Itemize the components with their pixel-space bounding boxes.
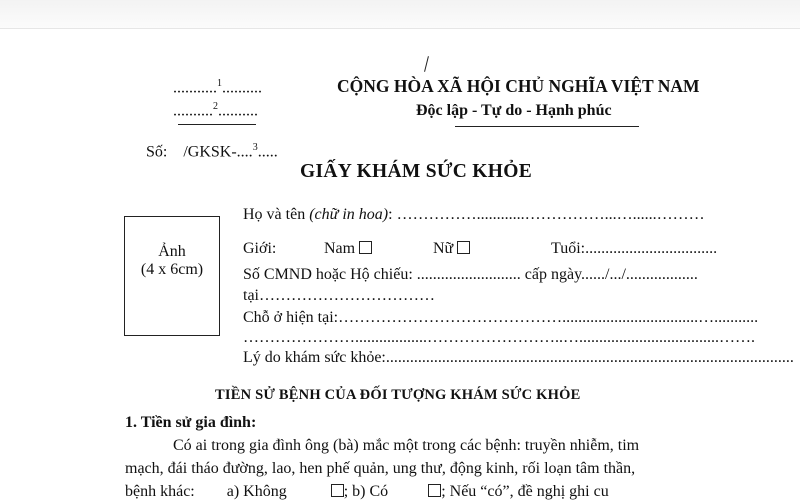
photo-label: Ảnh — [158, 243, 186, 260]
paragraph-line-1: Có ai trong gia đình ông (bà) mắc một trong các bệnh: truyền nhiễm, tim — [173, 437, 640, 454]
viewer-top-bar — [0, 0, 800, 29]
female-option — [433, 240, 470, 258]
male-option — [324, 240, 372, 258]
footnote-1: 1 — [217, 78, 222, 89]
id-label: Số CMND hoặc Hộ chiếu: — [243, 266, 413, 283]
place-dots: …………………………… — [259, 287, 435, 304]
age-field — [551, 240, 717, 258]
agency-line-1-tail: .......... — [222, 79, 262, 97]
male-checkbox[interactable] — [359, 241, 372, 254]
so-code: /GKSK-.... — [183, 143, 253, 161]
id-field — [243, 266, 698, 284]
section-title: TIỀN SỬ BỆNH CỦA ĐỐI TƯỢNG KHÁM SỨC KHỎE — [215, 387, 581, 403]
no-option-label: a) Không — [226, 483, 287, 500]
agency-line-1 — [173, 78, 262, 97]
so-label: Số: — [146, 143, 168, 161]
so-tail: ..... — [257, 143, 278, 161]
name-dots: : ……………............……………...…......……… — [388, 206, 705, 223]
family-history-heading: 1. Tiền sử gia đình: — [125, 414, 257, 431]
photo-size: (4 x 6cm) — [140, 261, 204, 278]
yes-option-label: ; b) Có — [343, 483, 389, 500]
name-field — [243, 206, 705, 224]
gender-label: Giới: — [243, 240, 277, 257]
agency-line-2 — [173, 101, 258, 120]
reason-dots: ...................................................................................................... — [385, 349, 794, 366]
name-hint: (chữ in hoa) — [309, 206, 389, 223]
female-checkbox[interactable] — [457, 241, 470, 254]
national-motto: Độc lập - Tự do - Hạnh phúc — [416, 102, 612, 119]
place-field — [243, 287, 435, 305]
agency-line-2-tail: .......... — [218, 102, 258, 120]
address-label: Chỗ ở hiện tại: — [243, 309, 339, 326]
address-dots: ……………………………………..................................…........... — [338, 309, 759, 326]
place-label: tại — [243, 287, 259, 304]
reason-label: Lý do khám sức khỏe: — [243, 349, 386, 366]
name-label: Họ và tên — [243, 206, 310, 223]
female-label: Nữ — [433, 240, 454, 257]
footnote-3: 3 — [252, 142, 258, 153]
reason-field — [243, 349, 794, 367]
if-yes-instruction: ; Nếu “có”, đề nghị ghi cu — [441, 483, 609, 500]
other-disease-label: bệnh khác: — [125, 483, 195, 500]
agency-underline — [178, 124, 256, 125]
footnote-2: 2 — [213, 101, 218, 112]
no-checkbox[interactable] — [331, 484, 344, 497]
agency-line-1-dots: ........... — [173, 79, 217, 97]
yes-checkbox[interactable] — [428, 484, 441, 497]
address-line-2: …………………..................……………………..…...................................……. — [243, 329, 755, 346]
age-label: Tuổi: — [551, 240, 586, 257]
nation-name: CỘNG HÒA XÃ HỘI CHỦ NGHĨA VIỆT NAM — [337, 76, 700, 96]
age-dots: ................................. — [585, 240, 718, 257]
motto-underline — [455, 126, 639, 127]
document-title: GIẤY KHÁM SỨC KHỎE — [300, 161, 533, 182]
photo-box — [124, 216, 220, 336]
address-field — [243, 309, 758, 327]
pen-mark — [424, 56, 429, 72]
male-label: Nam — [324, 240, 356, 257]
id-dots: .......................... cấp ngày....../.../.................. — [412, 266, 698, 283]
paragraph-line-2: mạch, đái tháo đường, lao, hen phế quản, ung thư, động kinh, rối loạn tâm thần, — [125, 460, 636, 477]
paragraph-line-3 — [125, 483, 609, 500]
agency-line-2-dots: .......... — [173, 102, 213, 120]
document-number — [146, 142, 278, 161]
